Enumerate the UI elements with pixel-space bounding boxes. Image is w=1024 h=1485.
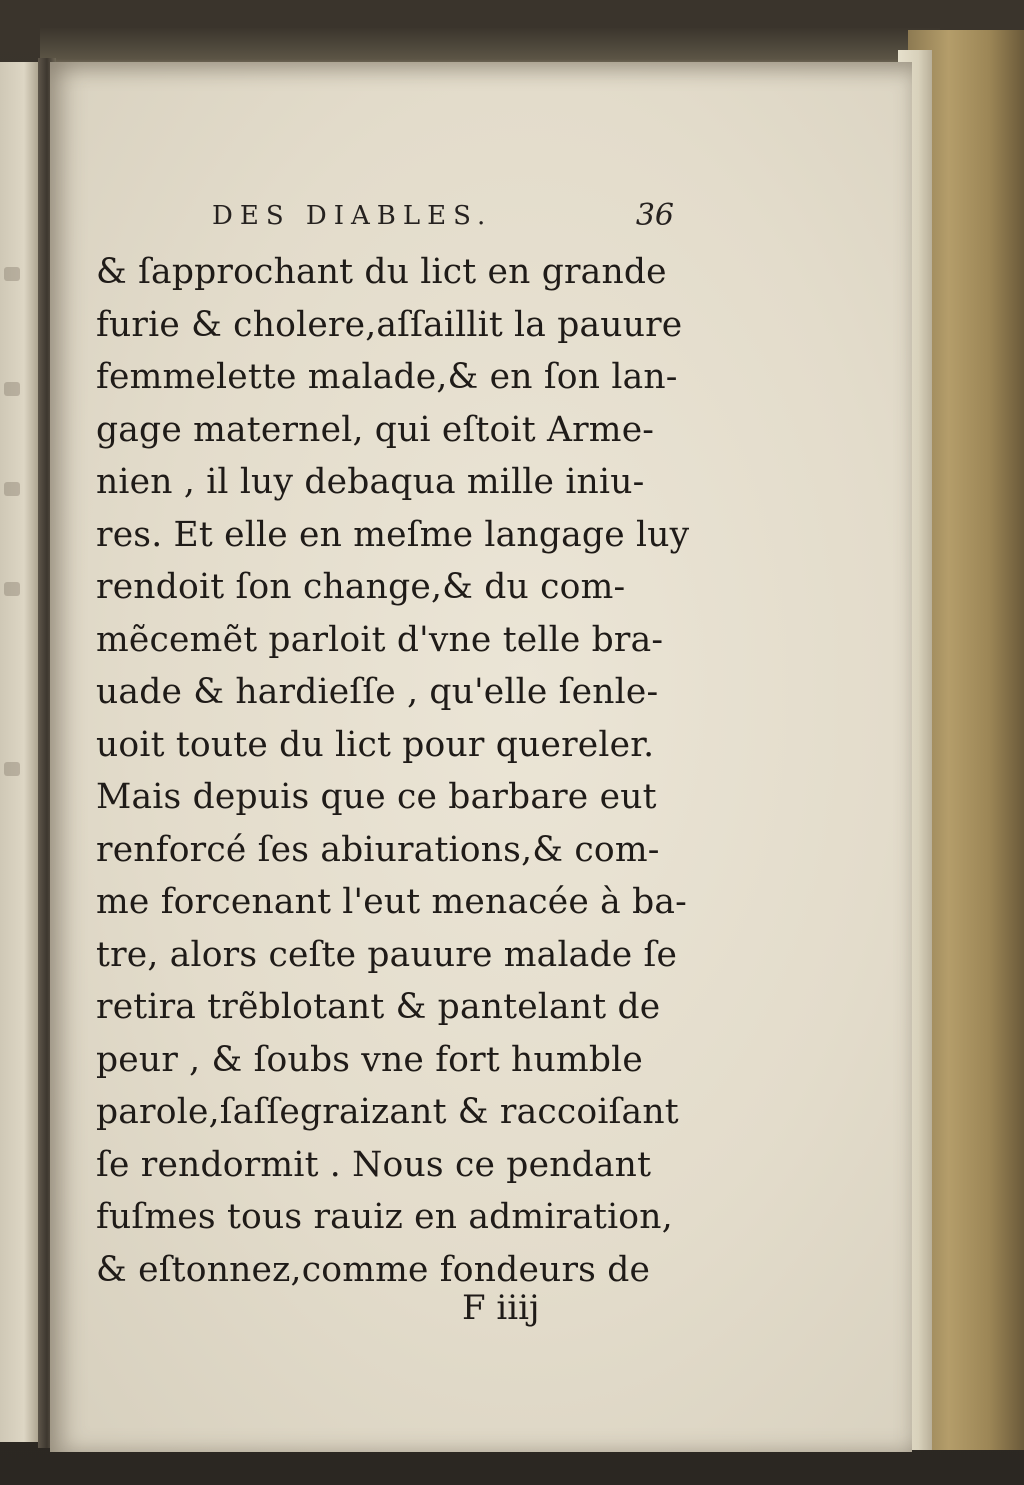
text-line: renforcé ſes abiurations,& com-	[96, 829, 660, 870]
text-line: uoit toute du lict pour quereler.	[96, 724, 655, 765]
text-line: gage maternel, qui eſtoit Arme-	[96, 409, 655, 450]
text-line: me forcenant l'eut menacée à ba-	[96, 882, 687, 922]
show-through-mark	[4, 382, 20, 396]
body-text	[96, 246, 690, 1296]
text-line: Mais depuis que ce barbare eut	[96, 777, 657, 817]
text-line: retira trẽblotant & pantelant de	[96, 987, 661, 1027]
signature-mark: F iiij	[462, 1288, 540, 1328]
running-head: DES DIABLES.	[212, 201, 493, 231]
text-line: uade & hardieſſe , qu'elle ſenle-	[96, 672, 659, 712]
text-line: femmelette malade,& en ſon lan-	[96, 357, 678, 397]
show-through-mark	[4, 762, 20, 776]
text-line: & eſtonnez,comme fondeurs de	[96, 1249, 651, 1290]
text-line: nien , il luy debaqua mille iniu-	[96, 462, 645, 502]
text-line: fuſmes tous rauiz en admiration,	[96, 1197, 673, 1237]
text-line: res. Et elle en meſme langage luy	[96, 514, 690, 555]
show-through-mark	[4, 267, 20, 281]
text-line: ſe rendormit . Nous ce pendant	[96, 1144, 652, 1185]
text-line: & ſapprochant du lict en grande	[96, 252, 667, 292]
folio-number: 36	[635, 198, 674, 233]
text-line: peur , & ſoubs vne fort humble	[96, 1039, 643, 1080]
text-line: furie & cholere,aſſaillit la pauure	[96, 304, 683, 345]
text-line: mẽcemẽt parloit d'vne telle bra-	[96, 619, 664, 660]
show-through-mark	[4, 482, 20, 496]
text-line: rendoit ſon change,& du com-	[96, 567, 626, 607]
show-through-mark	[4, 582, 20, 596]
text-line: parole,ſaſſegraizant & raccoiſant	[96, 1092, 679, 1132]
facing-page-edge	[0, 62, 40, 1442]
text-line: tre, alors ceſte pauure malade ſe	[96, 934, 678, 975]
page-header	[212, 196, 682, 236]
